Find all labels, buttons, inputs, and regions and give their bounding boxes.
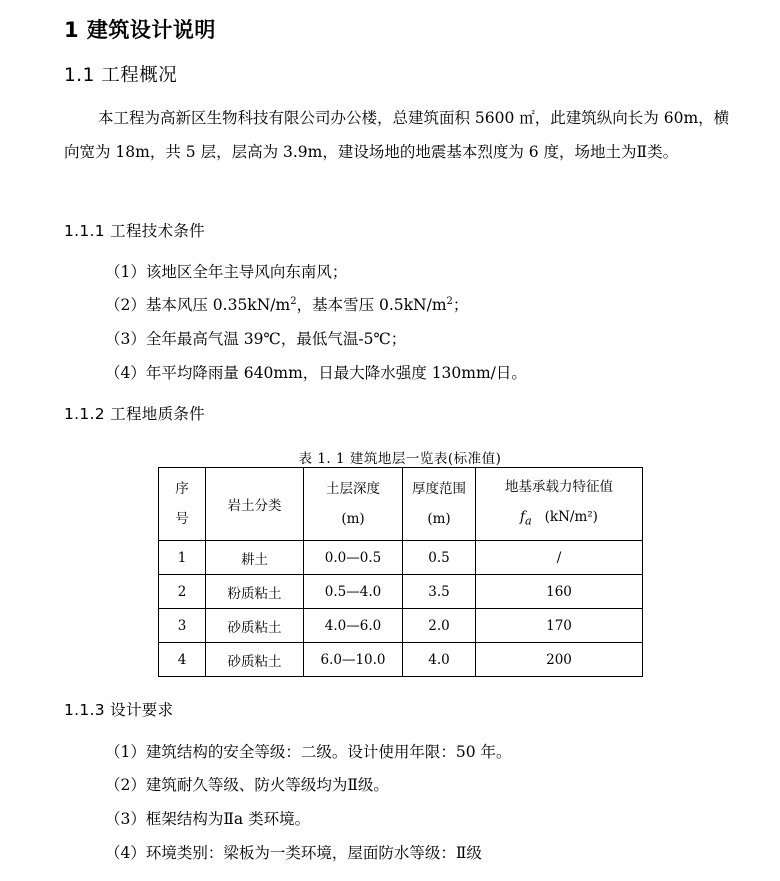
design-item-3: （3）框架结构为Ⅱa 类环境。 [105, 810, 311, 828]
tech-item-2-part-a: （2）基本风压 0.35kN/m [105, 296, 291, 314]
subsection-design-heading: 1.1.3 设计要求 [64, 701, 174, 719]
section-heading: 1.1 工程概况 [64, 65, 178, 86]
subsection-tech-heading: 1.1.1 工程技术条件 [64, 222, 205, 240]
chapter-heading: 1 建筑设计说明 [64, 18, 216, 42]
superscript: 2 [446, 295, 453, 307]
subsection-geo-heading: 1.1.2 工程地质条件 [64, 405, 205, 423]
header-thickness: 厚度范围 (m) [403, 468, 476, 541]
header-seq: 序 号 [159, 468, 206, 541]
design-item-1: （1）建筑结构的安全等级：二级。设计使用年限：50 年。 [105, 743, 512, 761]
symbol-f: f [520, 508, 526, 525]
table-header-row [159, 468, 643, 541]
intro-paragraph: 本工程为高新区生物科技有限公司办公楼，总建筑面积 5600 ㎡，此建筑纵向长为 60m，横向宽为 18m，共 5 层，层高为 3.9m，建设场地的地震基本烈度为 6 度，场地土为Ⅱ类。 [64, 109, 730, 161]
table-caption: 表 1. 1 建筑地层一览表(标准值) [298, 451, 502, 467]
header-soil-type: 岩土分类 [206, 468, 304, 541]
tech-item-2-part-b: ，基本雪压 0.5kN/m [296, 296, 447, 314]
superscript: 2 [290, 295, 297, 307]
symbol-subscript: a [525, 514, 532, 528]
table-row: 4 砂质粘土 6.0—10.0 4.0 200 [159, 643, 643, 677]
table-row: 2 粉质粘土 0.5—4.0 3.5 160 [159, 575, 643, 609]
table-row: 1 耕土 0.0—0.5 0.5 / [159, 541, 643, 575]
design-item-2: （2）建筑耐久等级、防火等级均为Ⅱ级。 [105, 776, 389, 794]
header-bearing: 地基承载力特征值 $f_a$ (kN/m²) [476, 468, 643, 541]
header-depth: 土层深度 (m) [304, 468, 403, 541]
tech-item-3: （3）全年最高气温 39℃，最低气温-5℃； [105, 330, 407, 348]
tech-item-2 [105, 293, 468, 315]
design-item-4: （4）环境类别：梁板为一类环境，屋面防水等级：Ⅱ级 [105, 844, 482, 862]
table-row: 3 砂质粘土 4.0—6.0 2.0 170 [159, 609, 643, 643]
strata-table [158, 467, 643, 677]
tech-item-2-part-c: ； [452, 296, 469, 314]
tech-item-4: （4）年平均降雨量 640mm，日最大降水强度 130mm/日。 [105, 364, 527, 382]
tech-item-1: （1）该地区全年主导风向东南风； [105, 263, 348, 281]
